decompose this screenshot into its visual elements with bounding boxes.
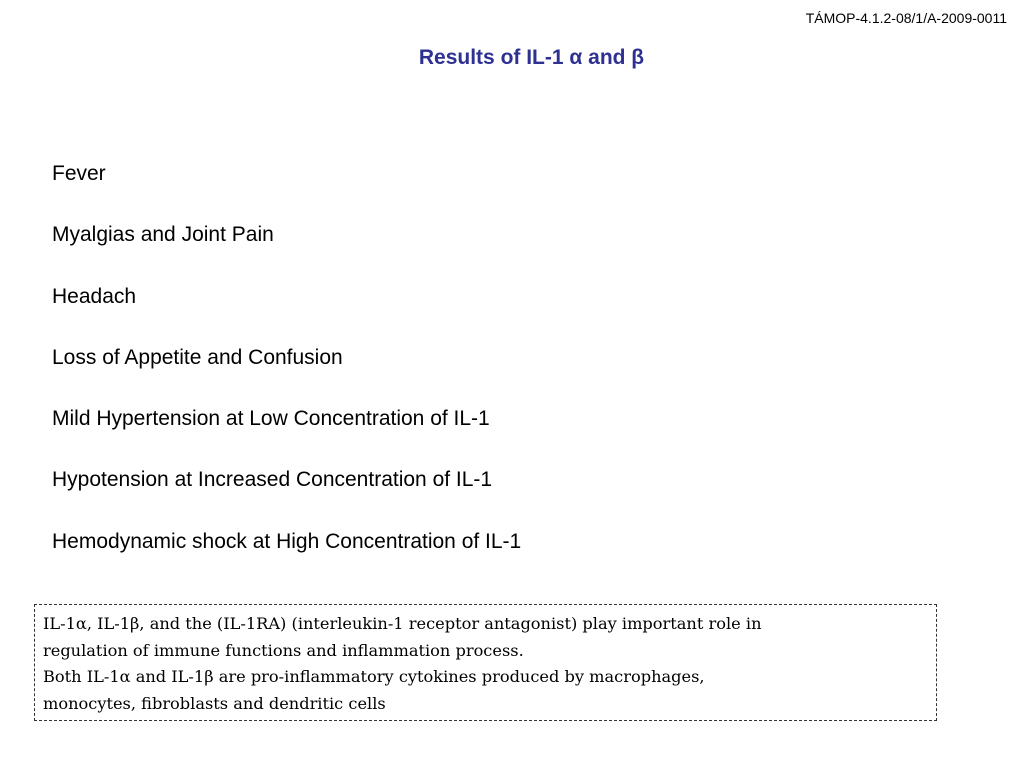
list-item: Mild Hypertension at Low Concentration of IL-1: [52, 407, 490, 431]
list-item: Hypotension at Increased Concentration of IL-1: [52, 468, 493, 492]
project-code: TÁMOP-4.1.2-08/1/A-2009-0011: [805, 10, 1007, 26]
slide-title: Results of IL-1 α and β: [418, 46, 645, 69]
note-box: [34, 604, 937, 721]
note-line: regulation of immune functions and inflammation process.: [43, 640, 524, 660]
list-item: Myalgias and Joint Pain: [52, 223, 274, 247]
list-item: Fever: [52, 162, 106, 185]
note-line: monocytes, fibroblasts and dendritic cells: [43, 693, 386, 713]
list-item: Headach: [52, 284, 137, 308]
note-line: Both IL-1α and IL-1β are pro-inflammatory cytokines produced by macrophages,: [43, 667, 705, 687]
list-item: Hemodynamic shock at High Concentration of IL-1: [52, 529, 522, 553]
list-item: Loss of Appetite and Confusion: [52, 345, 343, 369]
effects-list: [52, 160, 521, 589]
note-line: IL-1α, IL-1β, and the (IL-1RA) (interleukin-1 receptor antagonist) play important role in: [43, 614, 762, 633]
